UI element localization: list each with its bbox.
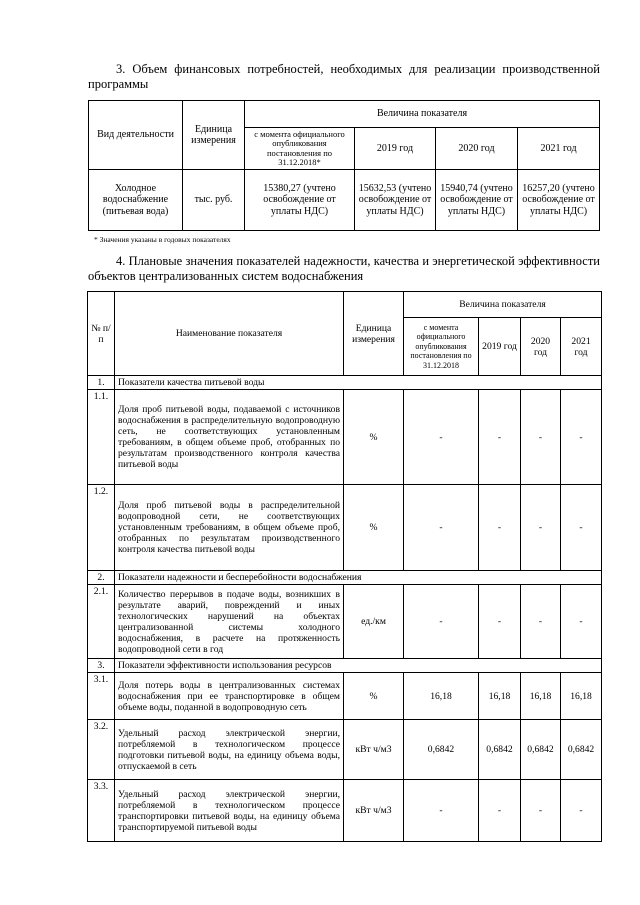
value-2019: -	[479, 780, 521, 842]
value-2019: -	[479, 485, 521, 571]
section-title: Показатели надежности и бесперебойности водоснабжения	[115, 571, 602, 585]
value-since: -	[404, 780, 479, 842]
indicator-name: Количество перерывов в подаче воды, возникших в результате аварий, повреждений и иных технологических нарушений на объектах централизованной системы холодного водоснабжения, в расчете на протяженность водопроводной сети в год	[115, 585, 344, 659]
indicator-unit: кВт ч/м3	[344, 780, 404, 842]
value-2019: 0,6842	[479, 720, 521, 780]
cell-2020: 15940,74 (учтено освобождение от уплаты НДС)	[436, 170, 518, 231]
row-num: 3.2.	[88, 720, 115, 780]
row-num: 1.1.	[88, 390, 115, 485]
section-row	[88, 571, 602, 585]
section3-heading: 3. Объем финансовых потребностей, необходимых для реализации производственной программы	[88, 62, 600, 91]
indicator-name: Доля проб питьевой воды в распределительной водопроводной сети, не соответствующих установленным требованиям, в общем объеме проб, отобранных по результатам производственного контроля качества питьевой воды	[115, 485, 344, 571]
cell-since: 15380,27 (учтено освобождение от уплаты НДС)	[245, 170, 355, 231]
header-unit: Единица измерения	[183, 101, 245, 170]
value-2020: -	[521, 585, 561, 659]
value-2020: -	[521, 780, 561, 842]
indicator-name: Удельный расход электрической энергии, потребляемой в технологическом процессе транспортировки питьевой воды, на единицу объема транспортируемой питьевой воды	[115, 780, 344, 842]
value-2019: 16,18	[479, 673, 521, 720]
cell-unit: тыс. руб.	[183, 170, 245, 231]
value-2021: 16,18	[561, 673, 602, 720]
section4-heading: 4. Плановые значения показателей надежности, качества и энергетической эффективности объектов централизованных систем водоснабжения	[88, 254, 600, 283]
section-row	[88, 376, 602, 390]
indicator-unit: %	[344, 485, 404, 571]
footnote: * Значения указаны в годовых показателях	[94, 235, 231, 244]
table-row	[88, 485, 602, 571]
value-since: -	[404, 585, 479, 659]
header-num: № п/п	[88, 292, 115, 376]
value-2021: -	[561, 485, 602, 571]
table-row	[88, 780, 602, 842]
section-row	[88, 659, 602, 673]
header-2019: 2019 год	[355, 128, 436, 170]
table-row	[88, 585, 602, 659]
indicator-unit: кВт ч/м3	[344, 720, 404, 780]
indicator-name: Удельный расход электрической энергии, потребляемой в технологическом процессе подготовки питьевой воды, на единицу объема воды, отпускаемой в сеть	[115, 720, 344, 780]
section-num: 2.	[88, 571, 115, 585]
value-2020: 16,18	[521, 673, 561, 720]
header-2020: 2020 год	[436, 128, 518, 170]
indicator-name: Доля потерь воды в централизованных системах водоснабжения при ее транспортировке в общем объеме воды, поданной в водопроводную сеть	[115, 673, 344, 720]
value-since: 0,6842	[404, 720, 479, 780]
value-2019: -	[479, 585, 521, 659]
row-num: 3.3.	[88, 780, 115, 842]
indicator-unit: %	[344, 673, 404, 720]
row-num: 2.1.	[88, 585, 115, 659]
value-2019: -	[479, 390, 521, 485]
header-2020: 2020 год	[521, 318, 561, 376]
section-title: Показатели качества питьевой воды	[115, 376, 602, 390]
header-2019: 2019 год	[479, 318, 521, 376]
header-since: с момента официального опубликования постановления по 31.12.2018	[404, 318, 479, 376]
section-title: Показатели эффективности использования ресурсов	[115, 659, 602, 673]
cell-2021: 16257,20 (учтено освобождение от уплаты НДС)	[518, 170, 600, 231]
indicator-unit: %	[344, 390, 404, 485]
header-2021: 2021 год	[518, 128, 600, 170]
value-2021: -	[561, 585, 602, 659]
indicator-unit: ед./км	[344, 585, 404, 659]
value-2020: -	[521, 485, 561, 571]
section-num: 1.	[88, 376, 115, 390]
row-num: 1.2.	[88, 485, 115, 571]
header-name: Наименование показателя	[115, 292, 344, 376]
value-2021: -	[561, 390, 602, 485]
value-2020: -	[521, 390, 561, 485]
table-row	[89, 170, 600, 231]
value-since: -	[404, 390, 479, 485]
cell-activity: Холодное водоснабжение (питьевая вода)	[89, 170, 183, 231]
financial-needs-table	[88, 100, 600, 231]
row-num: 3.1.	[88, 673, 115, 720]
table-row	[88, 720, 602, 780]
header-value: Величина показателя	[404, 292, 602, 318]
value-since: 16,18	[404, 673, 479, 720]
header-value: Величина показателя	[245, 101, 600, 128]
table-row	[88, 673, 602, 720]
section-num: 3.	[88, 659, 115, 673]
indicator-name: Доля проб питьевой воды, подаваемой с источников водоснабжения в распределительную водопроводную сеть, не соответствующих установленным требованиям, в общем объеме проб, отобранных по результатам производственного контроля качества питьевой воды	[115, 390, 344, 485]
header-2021: 2021 год	[561, 318, 602, 376]
indicators-table	[87, 291, 602, 842]
value-2021: 0,6842	[561, 720, 602, 780]
value-2021: -	[561, 780, 602, 842]
header-since: с момента официального опубликования постановления по 31.12.2018*	[245, 128, 355, 170]
value-2020: 0,6842	[521, 720, 561, 780]
table-row	[88, 390, 602, 485]
cell-2019: 15632,53 (учтено освобождение от уплаты НДС)	[355, 170, 436, 231]
value-since: -	[404, 485, 479, 571]
header-unit: Единица измерения	[344, 292, 404, 376]
header-activity: Вид деятельности	[89, 101, 183, 170]
